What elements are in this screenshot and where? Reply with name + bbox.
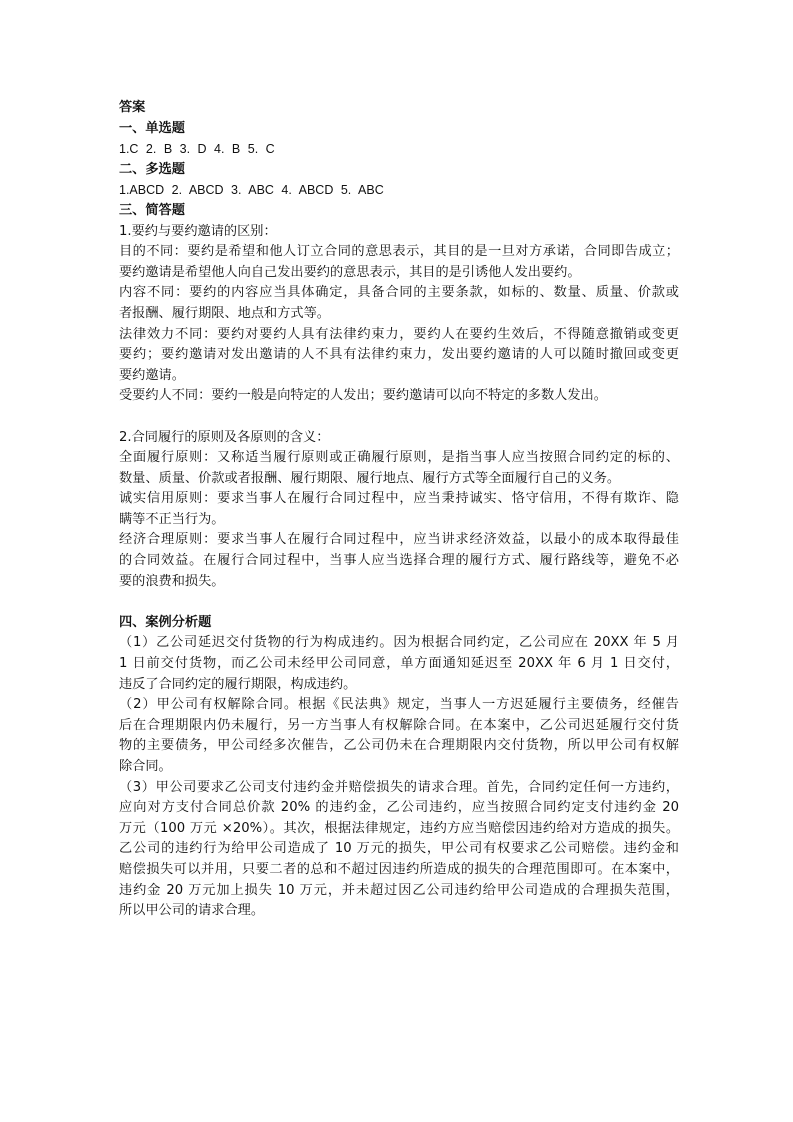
paragraph-line: 1 日前交付货物，而乙公司未经甲公司同意，单方面通知延迟至 20XX 年 6 月 1 日交付，	[119, 656, 679, 672]
section-heading-short-answer: 三、简答题	[119, 202, 185, 218]
paragraph-line: （1）乙公司延迟交付货物的行为构成违约。因为根据合同约定，乙公司应在 20XX 年 5 月	[119, 635, 679, 651]
short-answer-q1	[119, 222, 679, 407]
single-choice-answers: 1.C 2. B 3. D 4. B 5. C	[119, 142, 275, 157]
paragraph-line: 经济合理原则：要求当事人在履行合同过程中，应当讲求经济效益，以最小的成本取得最佳	[119, 532, 679, 548]
paragraph-line: 所以甲公司的请求合理。	[119, 903, 265, 919]
section-heading-multiple-choice: 二、多选题	[119, 161, 185, 177]
paragraph-line: 要的浪费和损失。	[119, 573, 225, 589]
paragraph-line: 受要约人不同：要约一般是向特定的人发出；要约邀请可以向不特定的多数人发出。	[119, 388, 607, 404]
paragraph-line: 者报酬、履行期限、地点和方式等。	[119, 305, 330, 321]
paragraph-line: 要约邀请。	[119, 367, 185, 383]
paragraph-line: 应向对方支付合同总价款 20% 的违约金，乙公司违约，应当按照合同约定支付违约金 20	[119, 800, 679, 816]
paragraph-line: （2）甲公司有权解除合同。根据《民法典》规定，当事人一方迟延履行主要债务，经催告	[119, 697, 679, 713]
paragraph-line: （3）甲公司要求乙公司支付违约金并赔偿损失的请求合理。首先，合同约定任何一方违约，	[119, 779, 679, 795]
paragraph-line: 瞒等不正当行为。	[119, 511, 225, 527]
paragraph-line: 全面履行原则：又称适当履行原则或正确履行原则，是指当事人应当按照合同约定的标的、	[119, 450, 679, 466]
document-title: 答案	[119, 100, 146, 115]
paragraph-line: 内容不同：要约的内容应当具体确定，具备合同的主要条款，如标的、数量、质量、价款或	[119, 285, 679, 301]
case-analysis-body	[119, 633, 679, 921]
paragraph-line: 万元（100 万元 ×20%）。其次，根据法律规定，违约方应当赔偿因违约给对方造成的损失。	[119, 820, 679, 836]
paragraph-line: 诚实信用原则：要求当事人在履行合同过程中，应当秉持诚实、恪守信用，不得有欺诈、隐	[119, 491, 679, 507]
q1-title: 1.要约与要约邀请的区别：	[119, 223, 277, 239]
section-heading-case-analysis: 四、案例分析题	[119, 614, 212, 630]
paragraph-line: 要约；要约邀请对发出邀请的人不具有法律约束力，发出要约邀请的人可以随时撤回或变更	[119, 347, 679, 363]
paragraph-line: 物的主要债务，甲公司经多次催告，乙公司仍未在合理期限内交付货物，所以甲公司有权解	[119, 738, 679, 754]
paragraph-line: 要约邀请是希望他人向自己发出要约的意思表示，其目的是引诱他人发出要约。	[119, 264, 581, 280]
short-answer-q2	[119, 428, 679, 593]
paragraph-line: 后在合理期限内仍未履行，另一方当事人有权解除合同。在本案中，乙公司迟延履行交付货	[119, 717, 679, 733]
paragraph-line: 乙公司的违约行为给甲公司造成了 10 万元的损失，甲公司有权要求乙公司赔偿。违约金和	[119, 841, 679, 857]
paragraph-line: 数量、质量、价款或者报酬、履行期限、履行地点、履行方式等全面履行自己的义务。	[119, 470, 621, 486]
paragraph-line: 赔偿损失可以并用，只要二者的总和不超过因违约所造成的损失的合理范围即可。在本案中，	[119, 861, 679, 877]
paragraph-line: 违约金 20 万元加上损失 10 万元，并未超过因乙公司违约给甲公司造成的合理损失范围，	[119, 882, 679, 898]
q2-title: 2.合同履行的原则及各原则的含义：	[119, 429, 330, 445]
paragraph-line: 法律效力不同：要约对要约人具有法律约束力，要约人在要约生效后，不得随意撤销或变更	[119, 326, 679, 342]
document-page	[119, 98, 679, 922]
paragraph-line: 违反了合同约定的履行期限，构成违约。	[119, 676, 357, 692]
spacer	[119, 592, 679, 613]
paragraph-line: 除合同。	[119, 759, 172, 774]
paragraph-line: 的合同效益。在履行合同过程中，当事人应当选择合理的履行方式、履行路线等，避免不必	[119, 553, 679, 569]
section-heading-single-choice: 一、单选题	[119, 120, 185, 136]
spacer	[119, 407, 679, 428]
paragraph-line: 目的不同：要约是希望和他人订立合同的意思表示，其目的是一旦对方承诺，合同即告成立；	[119, 244, 679, 260]
multiple-choice-answers: 1.ABCD 2. ABCD 3. ABC 4. ABCD 5. ABC	[119, 183, 384, 198]
